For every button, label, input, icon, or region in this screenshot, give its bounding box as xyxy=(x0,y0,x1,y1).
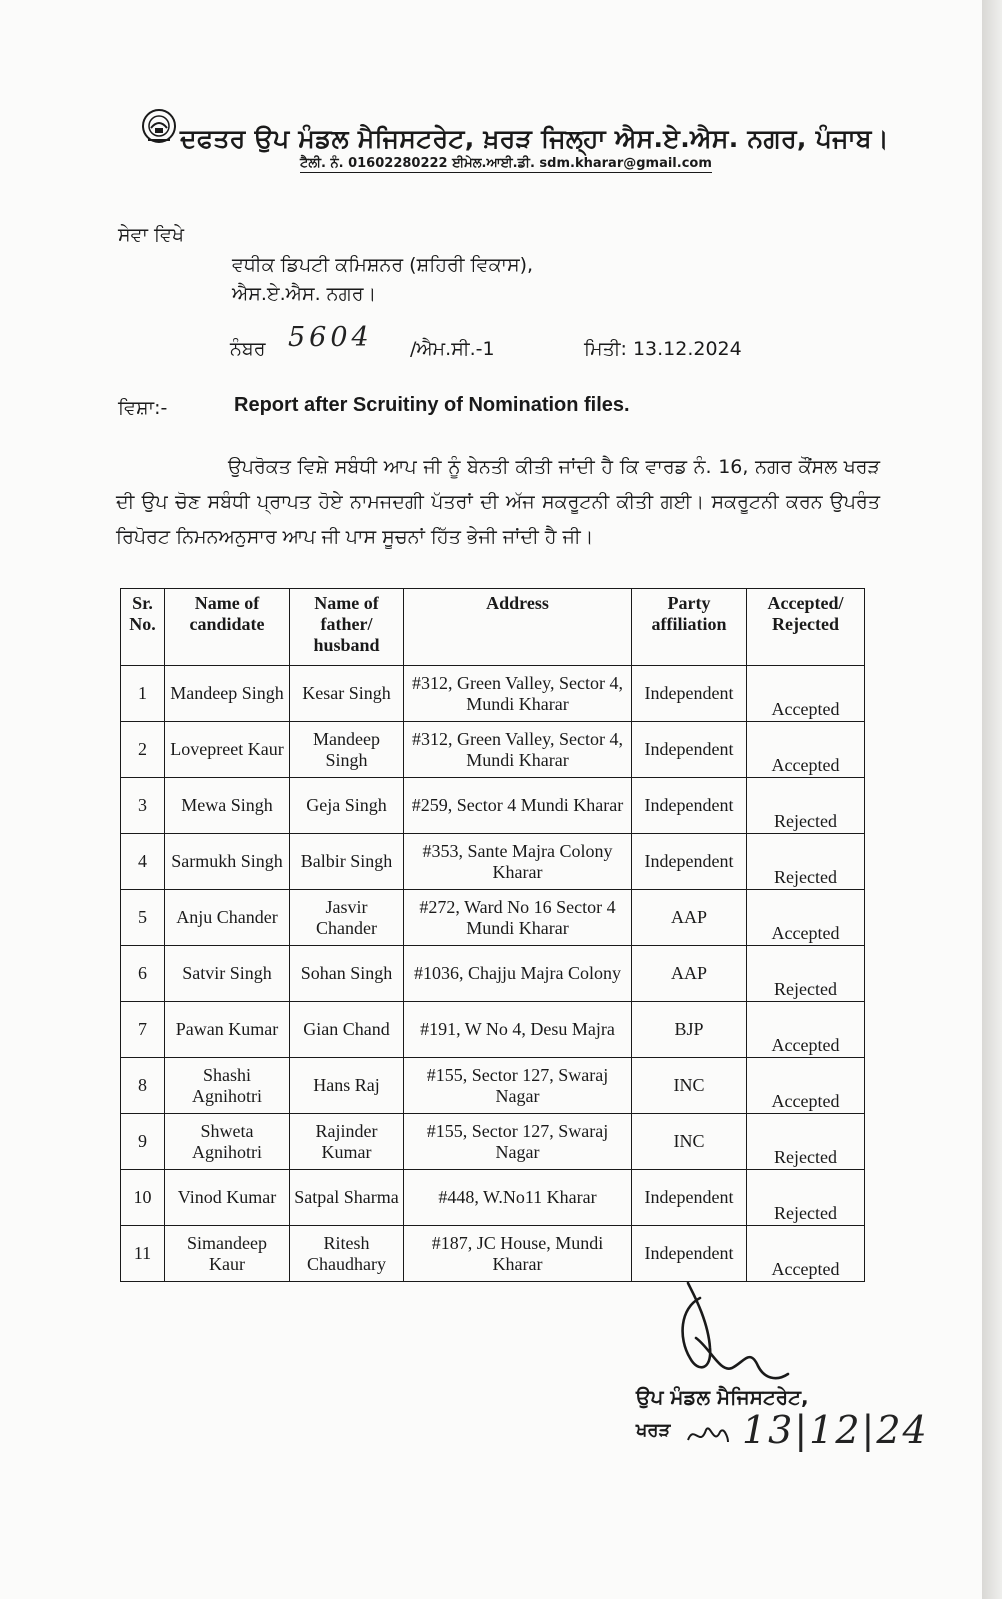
cell-father: Hans Raj xyxy=(290,1058,404,1114)
page-edge xyxy=(982,0,1002,1599)
cell-party: Independent xyxy=(632,666,747,722)
cell-status: Accepted xyxy=(747,1002,865,1058)
cell-party: BJP xyxy=(632,1002,747,1058)
cell-sr: 10 xyxy=(121,1170,165,1226)
table-row xyxy=(121,1226,865,1282)
table-row xyxy=(121,1002,865,1058)
punjab-emblem-icon xyxy=(140,106,178,146)
cell-candidate: Simandeep Kaur xyxy=(165,1226,290,1282)
cell-candidate: Mewa Singh xyxy=(165,778,290,834)
cell-status: Accepted xyxy=(747,666,865,722)
header-party: Party affiliation xyxy=(632,589,747,666)
cell-father: Mandeep Singh xyxy=(290,722,404,778)
table-row xyxy=(121,1114,865,1170)
header-address: Address xyxy=(404,589,632,666)
cell-status: Accepted xyxy=(747,722,865,778)
signatory-title: ਉਪ ਮੰਡਲ ਮੈਜਿਸਟਰੇਟ, xyxy=(636,1385,809,1409)
cell-address: #353, Sante Majra Colony Kharar xyxy=(404,834,632,890)
cell-sr: 8 xyxy=(121,1058,165,1114)
cell-sr: 6 xyxy=(121,946,165,1002)
cell-sr: 4 xyxy=(121,834,165,890)
cell-party: Independent xyxy=(632,1170,747,1226)
table-row xyxy=(121,1170,865,1226)
cell-candidate: Pawan Kumar xyxy=(165,1002,290,1058)
cell-father: Gian Chand xyxy=(290,1002,404,1058)
cell-father: Satpal Sharma xyxy=(290,1170,404,1226)
cell-sr: 9 xyxy=(121,1114,165,1170)
cell-party: INC xyxy=(632,1114,747,1170)
cell-sr: 5 xyxy=(121,890,165,946)
initials-scribble xyxy=(686,1420,730,1450)
cell-status: Accepted xyxy=(747,890,865,946)
cell-candidate: Satvir Singh xyxy=(165,946,290,1002)
cell-candidate: Lovepreet Kaur xyxy=(165,722,290,778)
table-row xyxy=(121,946,865,1002)
cell-father: Geja Singh xyxy=(290,778,404,834)
cell-candidate: Shweta Agnihotri xyxy=(165,1114,290,1170)
body-paragraph: ਉਪਰੋਕਤ ਵਿਸ਼ੇ ਸਬੰਧੀ ਆਪ ਜੀ ਨੂੰ ਬੇਨਤੀ ਕੀਤੀ ਜਾਂਦੀ ਹੈ ਕਿ ਵਾਰਡ ਨੰ. 16, ਨਗਰ ਕੌਂਸਲ ਖਰੜ ਦੀ ਉਪ ਚੋਣ ਸਬੰਧੀ ਪ੍ਰਾਪਤ ਹੋਏ ਨਾਮਜਦਗੀ ਪੱਤਰਾਂ ਦੀ ਅੱਜ ਸਕਰੂਟਨੀ ਕੀਤੀ ਗਈ। ਸਕਰੂਟਨੀ ਕਰਨ ਉਪਰੰਤ ਰਿਪੋਰਟ ਨਿਮਨਅਨੁਸਾਰ ਆਪ ਜੀ ਪਾਸ ਸੂਚਨਾਂ ਹਿੱਤ ਭੇਜੀ ਜਾਂਦੀ ਹੈ ਜੀ। xyxy=(116,456,880,548)
cell-status: Rejected xyxy=(747,778,865,834)
cell-father: Rajinder Kumar xyxy=(290,1114,404,1170)
addressee-line2: ਐਸ.ਏ.ਐਸ. ਨਗਰ। xyxy=(232,283,377,305)
cell-candidate: Sarmukh Singh xyxy=(165,834,290,890)
cell-address: #312, Green Valley, Sector 4, Mundi Kharar xyxy=(404,666,632,722)
subject-text: Report after Scruitiny of Nomination files. xyxy=(234,394,630,416)
cell-candidate: Mandeep Singh xyxy=(165,666,290,722)
cell-address: #191, W No 4, Desu Majra xyxy=(404,1002,632,1058)
cell-party: AAP xyxy=(632,946,747,1002)
cell-address: #448, W.No11 Kharar xyxy=(404,1170,632,1226)
cell-address: #155, Sector 127, Swaraj Nagar xyxy=(404,1058,632,1114)
cell-sr: 7 xyxy=(121,1002,165,1058)
reference-number-label: ਨੰਬਰ xyxy=(230,338,266,360)
cell-sr: 3 xyxy=(121,778,165,834)
table-row xyxy=(121,722,865,778)
table-row xyxy=(121,778,865,834)
cell-address: #272, Ward No 16 Sector 4 Mundi Kharar xyxy=(404,890,632,946)
cell-candidate: Shashi Agnihotri xyxy=(165,1058,290,1114)
table-row xyxy=(121,1058,865,1114)
reference-date: ਮਿਤੀ: 13.12.2024 xyxy=(584,338,742,360)
subject-label: ਵਿਸ਼ਾ:- xyxy=(118,397,168,419)
cell-party: Independent xyxy=(632,778,747,834)
header-sr-no: Sr. No. xyxy=(121,589,165,666)
cell-party: INC xyxy=(632,1058,747,1114)
cell-party: Independent xyxy=(632,1226,747,1282)
cell-sr: 2 xyxy=(121,722,165,778)
cell-father: Balbir Singh xyxy=(290,834,404,890)
cell-address: #187, JC House, Mundi Kharar xyxy=(404,1226,632,1282)
cell-father: Ritesh Chaudhary xyxy=(290,1226,404,1282)
reference-number-handwritten: 5604 xyxy=(288,322,373,353)
nominations-table xyxy=(120,588,865,1282)
header-candidate: Name of candidate xyxy=(165,589,290,666)
cell-sr: 11 xyxy=(121,1226,165,1282)
cell-sr: 1 xyxy=(121,666,165,722)
signatory-place: ਖਰੜ xyxy=(636,1420,671,1441)
table-row xyxy=(121,834,865,890)
cell-address: #1036, Chajju Majra Colony xyxy=(404,946,632,1002)
table-row xyxy=(121,666,865,722)
cell-party: Independent xyxy=(632,834,747,890)
cell-address: #259, Sector 4 Mundi Kharar xyxy=(404,778,632,834)
cell-party: AAP xyxy=(632,890,747,946)
cell-address: #312, Green Valley, Sector 4, Mundi Kharar xyxy=(404,722,632,778)
signature-date-handwritten: 13|12|24 xyxy=(742,1408,929,1452)
cell-status: Rejected xyxy=(747,946,865,1002)
reference-number-suffix: /ਐਮ.ਸੀ.-1 xyxy=(410,338,495,360)
header-father: Name of father/ husband xyxy=(290,589,404,666)
office-title: ਦਫਤਰ ਉਪ ਮੰਡਲ ਮੈਜਿਸਟਰੇਟ, ਖ਼ਰੜ ਜਿਲ੍ਹਾ ਐਸ.ਏ.ਐਸ. ਨਗਰ, ਪੰਜਾਬ। xyxy=(180,124,889,153)
table-header-row xyxy=(121,589,865,666)
cell-party: Independent xyxy=(632,722,747,778)
cell-status: Rejected xyxy=(747,1114,865,1170)
table-row xyxy=(121,890,865,946)
cell-father: Jasvir Chander xyxy=(290,890,404,946)
addressee-line1: ਵਧੀਕ ਡਿਪਟੀ ਕਮਿਸ਼ਨਰ (ਸ਼ਹਿਰੀ ਵਿਕਾਸ), xyxy=(232,254,534,276)
cell-status: Accepted xyxy=(747,1226,865,1282)
cell-candidate: Vinod Kumar xyxy=(165,1170,290,1226)
cell-status: Rejected xyxy=(747,834,865,890)
cell-status: Accepted xyxy=(747,1058,865,1114)
header-status: Accepted/ Rejected xyxy=(747,589,865,666)
office-contact: ਟੈਲੀ. ਨੰ. 01602280222 ਈਮੇਲ.ਆਈ.ਡੀ. sdm.kharar@gmail.com xyxy=(300,156,712,171)
cell-father: Sohan Singh xyxy=(290,946,404,1002)
signature-mark xyxy=(660,1278,800,1398)
salutation: ਸੇਵਾ ਵਿਖੇ xyxy=(118,224,185,246)
cell-status: Rejected xyxy=(747,1170,865,1226)
cell-address: #155, Sector 127, Swaraj Nagar xyxy=(404,1114,632,1170)
cell-candidate: Anju Chander xyxy=(165,890,290,946)
cell-father: Kesar Singh xyxy=(290,666,404,722)
